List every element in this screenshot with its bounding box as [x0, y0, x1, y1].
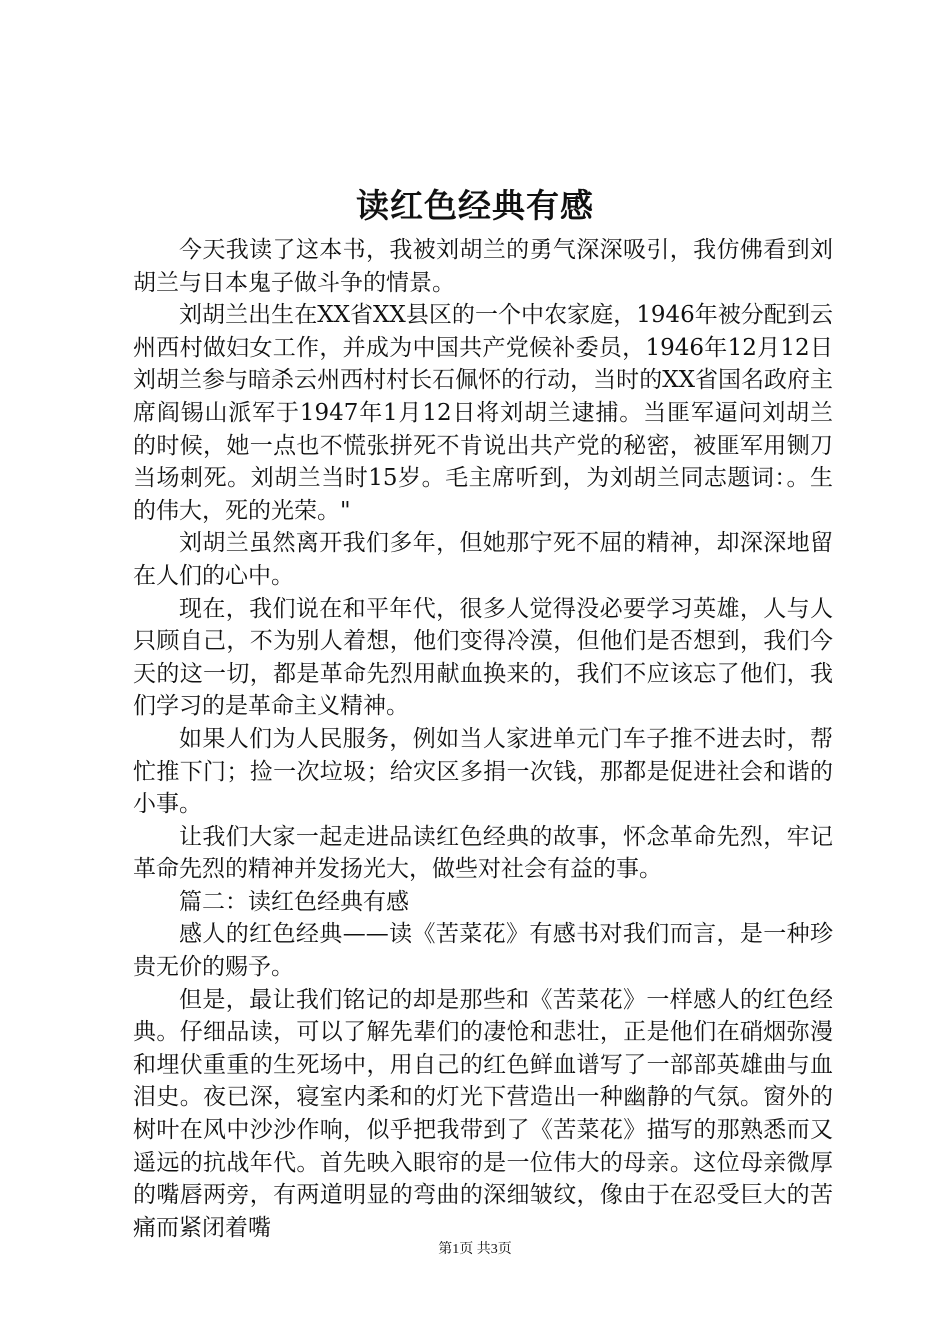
- paragraph: 感人的红色经典——读《苦菜花》有感书对我们而言，是一种珍贵无价的赐予。: [133, 921, 833, 981]
- page-number: 第1页 共3页: [438, 1242, 512, 1257]
- paragraph: 让我们大家一起走进品读红色经典的故事，怀念革命先烈，牢记革命先烈的精神并发扬光大，做些对社会有益的事。: [133, 823, 833, 883]
- document-body: [133, 234, 833, 1244]
- paragraph: 但是，最让我们铭记的却是那些和《苦菜花》一样感人的红色经典。仔细品读，可以了解先辈们的凄怆和悲壮，正是他们在硝烟弥漫和埋伏重重的生死场中，用自己的红色鲜血谱写了一部部英雄曲与血泪史。夜已深，寝室内柔和的灯光下营造出一种幽静的气氛。窗外的树叶在风中沙沙作响，似乎把我带到了《苦菜花》描写的那熟悉而又遥远的抗战年代。首先映入眼帘的是一位伟大的母亲。这位母亲微厚的嘴唇两旁，有两道明显的弯曲的深细皱纹，像由于在忍受巨大的苦痛而紧闭着嘴: [133, 986, 833, 1241]
- paragraph: 刘胡兰出生在XX省XX县区的一个中农家庭，1946年被分配到云州西村做妇女工作，并成为中国共产党候补委员，1946年12月12日刘胡兰参与暗杀云州西村村长石佩怀的行动，当时的XX省国名政府主席阎锡山派军于1947年1月12日将刘胡兰逮捕。当匪军逼问刘胡兰的时候，她一点也不慌张拼死不肯说出共产党的秘密，被匪军用铡刀当场刺死。刘胡兰当时15岁。毛主席听到，为刘胡兰同志题词：。生的伟大，死的光荣。": [133, 302, 833, 524]
- paragraph: 现在，我们说在和平年代，很多人觉得没必要学习英雄，人与人只顾自己，不为别人着想，他们变得冷漠，但他们是否想到，我们今天的这一切，都是革命先烈用献血换来的，我们不应该忘了他们，我们学习的是革命主义精神。: [133, 595, 833, 720]
- document-title: 读红色经典有感: [356, 186, 594, 225]
- section-heading: 篇二：读红色经典有感: [179, 888, 409, 915]
- paragraph: 今天我读了这本书，我被刘胡兰的勇气深深吸引，我仿佛看到刘胡兰与日本鬼子做斗争的情景。: [133, 237, 833, 296]
- paragraph: 如果人们为人民服务，例如当人家进单元门车子推不进去时，帮忙推下门；捡一次垃圾；给灾区多捐一次钱，那都是促进社会和谐的小事。: [133, 725, 833, 818]
- paragraph: 刘胡兰虽然离开我们多年，但她那宁死不屈的精神，却深深地留在人们的心中。: [133, 530, 833, 589]
